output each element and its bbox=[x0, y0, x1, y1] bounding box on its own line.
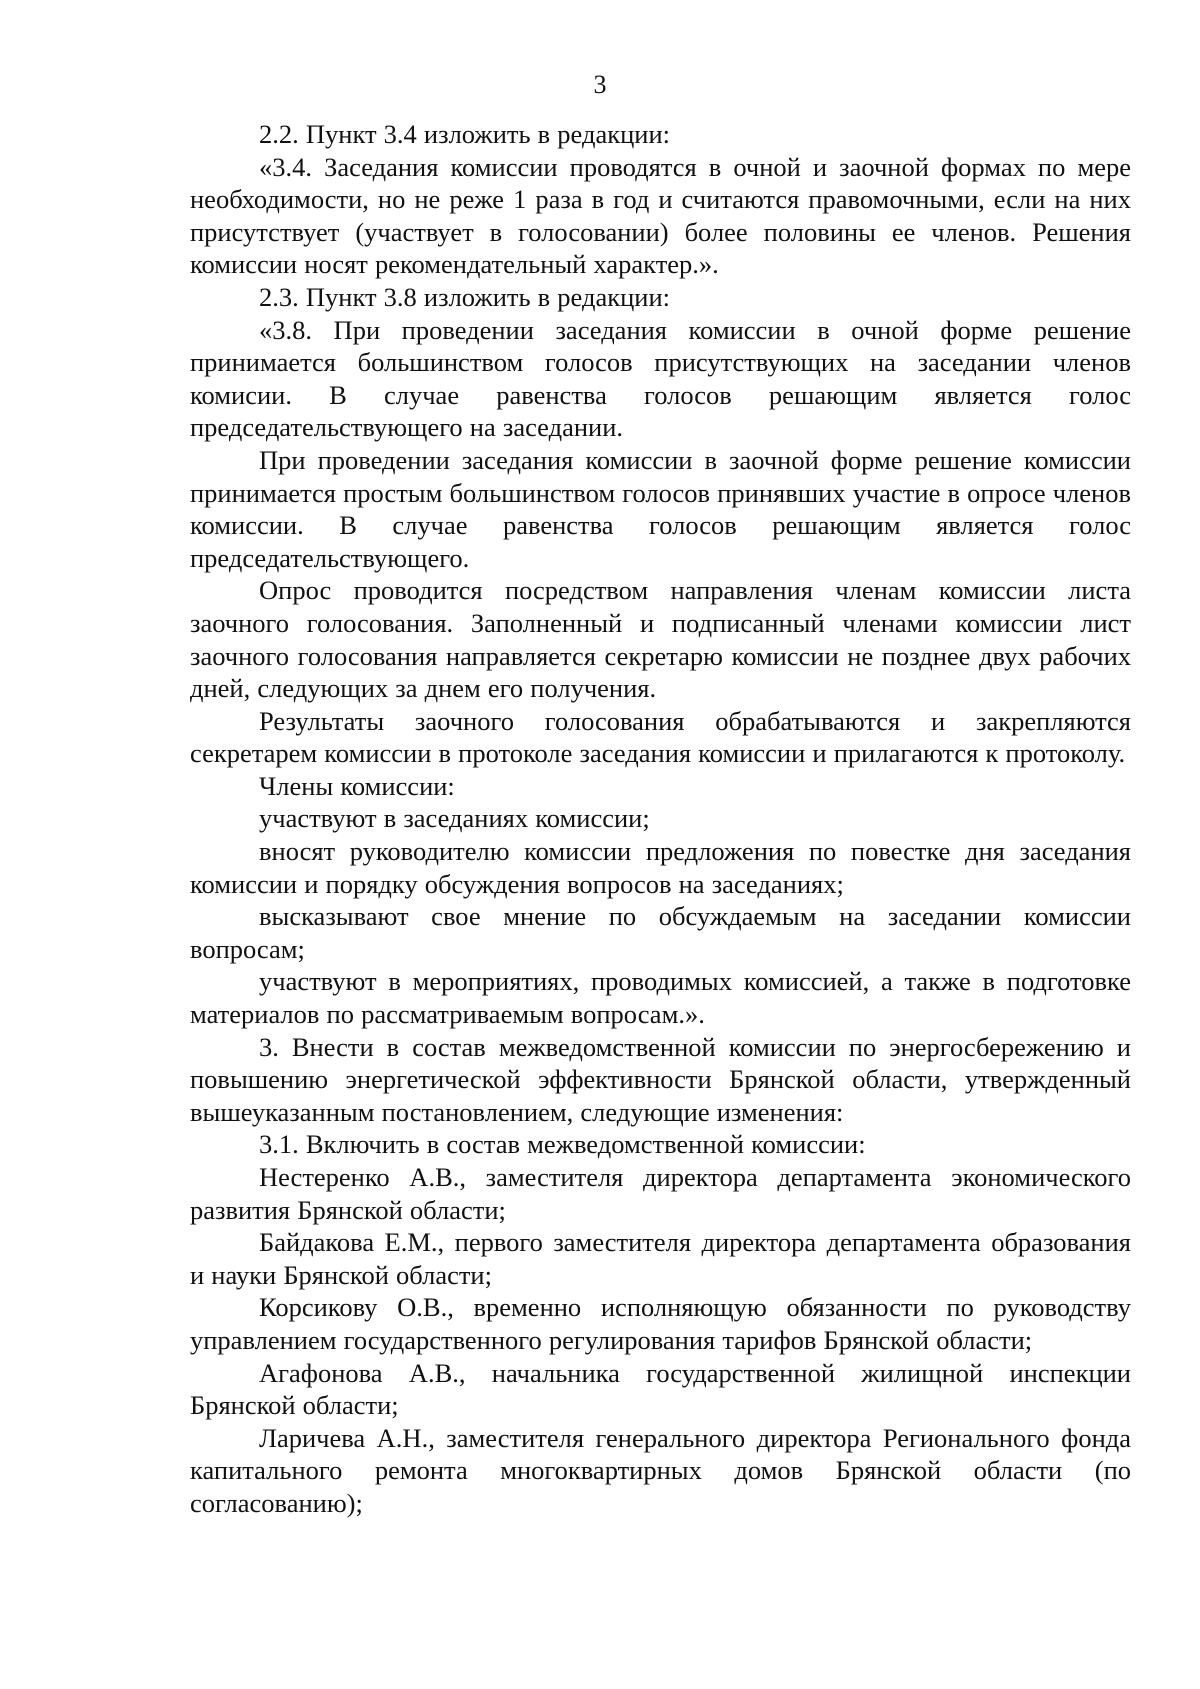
paragraph-members-heading: Члены комиссии: bbox=[259, 770, 455, 801]
paragraph-voting-results: Результаты заочного голосования обрабатываются и закрепляются секретарем комиссии в протоколе заседания комиссии и прилагаются к протоколу. bbox=[190, 705, 1131, 769]
paragraph-item-3: 3. Внести в состав межведомственной комиссии по энергосбережению и повышению энергетической эффективности Брянской области, утвержденный вышеуказанным постановлением, следующие изменения: bbox=[190, 1031, 1131, 1127]
paragraph-member-korsikova: Корсикову О.В., временно исполняющую обязанности по руководству управлением государственного регулирования тарифов Брянской области; bbox=[190, 1292, 1131, 1355]
paragraph-member-larichev: Ларичева А.Н., заместителя генерального директора Регионального фонда капитального ремонта многоквартирных домов Брянской области (по согласованию); bbox=[190, 1422, 1131, 1518]
paragraph-member-baidakov: Байдакова Е.М., первого заместителя директора департамента образования и науки Брянской области; bbox=[190, 1227, 1131, 1290]
paragraph-member-agafonov: Агафонова А.В., начальника государственной жилищной инспекции Брянской области; bbox=[190, 1357, 1131, 1421]
paragraph-3-8-text: «3.8. При проведении заседания комиссии в очной форме решение принимается большинством голосов присутствующих на заседании членов комисии. В случае равенства голосов решающим является голос председательствующего на заседании. bbox=[190, 314, 1131, 443]
paragraph-3-4-text: «3.4. Заседания комиссии проводятся в очной и заочной формах по мере необходимости, но не реже 1 раза в год и считаются правомочными, если на них присутствует (участвует в голосовании) более половины ее членов. Решения комиссии носят рекомендательный характер.». bbox=[190, 151, 1131, 280]
document-body bbox=[190, 118, 1131, 1520]
paragraph-members-duty-4: участвуют в мероприятиях, проводимых комиссией, а также в подготовке материалов по рассматриваемым вопросам.». bbox=[190, 966, 1131, 1030]
paragraph-item-3-1: 3.1. Включить в состав межведомственной комиссии: bbox=[259, 1129, 866, 1160]
paragraph-members-duty-2: вносят руководителю комиссии предложения по повестке дня заседания комиссии и порядку обсуждения вопросов на заседаниях; bbox=[190, 836, 1131, 899]
page-number: 3 bbox=[593, 70, 607, 99]
paragraph-member-nesterenko: Нестеренко А.В., заместителя директора департамента экономического развития Брянской области; bbox=[190, 1162, 1131, 1225]
paragraph-members-duty-1: участвуют в заседаниях комиссии; bbox=[259, 803, 650, 834]
paragraph-survey-procedure: Опрос проводится посредством направления членам комиссии листа заочного голосования. Заполненный и подписанный членами комиссии лист заочного голосования направляется секретарю комиссии не позднее двух рабочих дней, следующих за днем его получения. bbox=[190, 575, 1131, 704]
paragraph-2-2-heading: 2.2. Пункт 3.4 изложить в редакции: bbox=[259, 119, 670, 149]
paragraph-members-duty-3: высказывают свое мнение по обсуждаемым на заседании комиссии вопросам; bbox=[190, 901, 1131, 964]
paragraph-2-3-heading: 2.3. Пункт 3.8 изложить в редакции: bbox=[259, 281, 670, 312]
paragraph-absentee-decision: При проведении заседания комиссии в заочной форме решение комиссии принимается простым большинством голосов принявших участие в опросе членов комиссии. В случае равенства голосов решающим является голос председательствующего. bbox=[190, 444, 1131, 573]
